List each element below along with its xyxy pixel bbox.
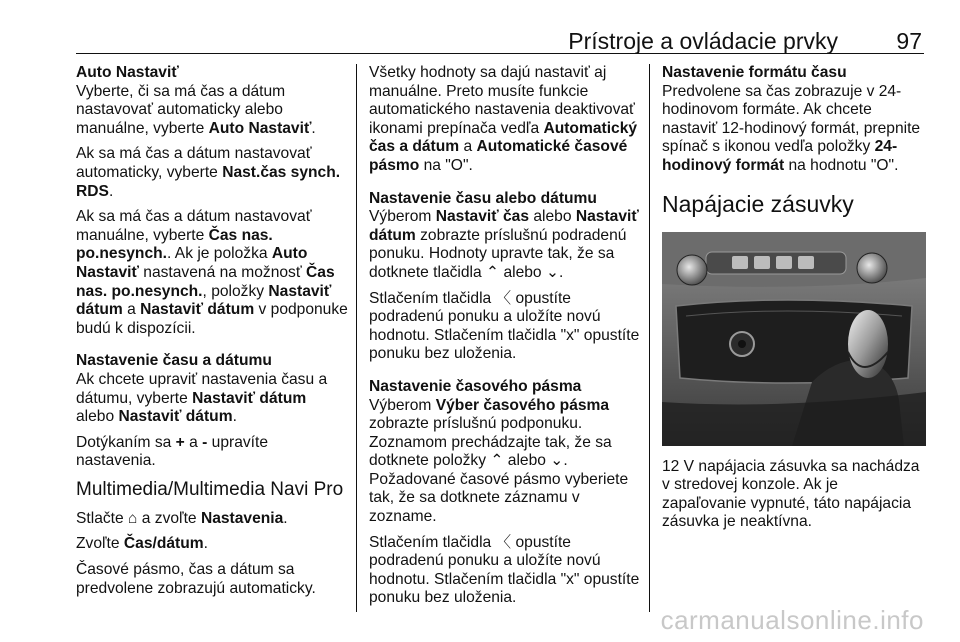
heading-auto-set: Auto Nastaviť	[76, 64, 179, 81]
heading-multimedia: Multimedia/Multimedia Navi Pro	[76, 478, 344, 500]
column-1	[76, 64, 348, 605]
page-header	[76, 22, 924, 54]
paragraph-back-save-2: Stlačením tlačidla 〈 opustíte podradenú ponuku a uložíte novú hodnotu. Stlačením tlačidla "x" opustíte ponuku bez uloženia.	[369, 533, 640, 607]
paragraph-press-home: Stlačte ⌂ a zvoľte Nastavenia.	[76, 509, 288, 527]
paragraph-time-date: Ak chcete upraviť nastavenia času a dátumu, vyberte Nastaviť dátum alebo Nastaviť dátum.	[76, 370, 328, 426]
chevron-down-icon: ⌄	[545, 263, 560, 281]
paragraph-back-save: Stlačením tlačidla 〈 opustíte podradenú ponuku a uložíte novú hodnotu. Stlačením tlačidla "x" opustíte ponuku bez uloženia.	[369, 289, 640, 363]
back-icon: 〈	[495, 533, 512, 551]
page-number: 97	[896, 28, 922, 54]
column-3	[662, 64, 926, 539]
watermark: carmanualsonline.info	[660, 605, 924, 635]
heading-power-outlets: Napájacie zásuvky	[662, 190, 854, 217]
chevron-up-icon: ⌃	[490, 452, 504, 470]
paragraph-auto-set: Vyberte, či sa má čas a dátum nastavovať automaticky alebo manuálne, vyberte Auto Nastaviť.	[76, 82, 316, 137]
chevron-down-icon: ⌄	[550, 452, 564, 470]
paragraph-manual-values: Všetky hodnoty sa dajú nastaviť aj manuálne. Preto musíte funkcie automatického nastavenia deaktivovať ikonami prepínača vedľa Automatický čas a dátum a Automatické časové pásmo na "O".	[369, 64, 638, 174]
heading-time-format: Nastavenie formátu času	[662, 64, 847, 81]
paragraph-plus-minus: Dotýkaním sa + a - upravíte nastavenia.	[76, 433, 269, 470]
header-rule	[76, 53, 924, 54]
paragraph-manual: Ak sa má čas a dátum nastavovať manuálne, vyberte Čas nas. po.nesynch.. Ak je položka Auto Nastaviť nastavená na možnosť Čas nas. po.nesynch., položky Nastaviť dátum a Nastaviť dátum v podponuke budú k dispozícii.	[76, 208, 348, 337]
heading-time-date: Nastavenie času a dátumu	[76, 352, 272, 370]
paragraph-default-auto: Časové pásmo, čas a dátum sa predvolene zobrazujú automaticky.	[76, 561, 316, 597]
heading-timezone: Nastavenie časového pásma	[369, 377, 582, 395]
chevron-up-icon: ⌃	[486, 263, 500, 281]
column-2	[369, 64, 641, 615]
paragraph-select-time-date: Zvoľte Čas/dátum.	[76, 535, 208, 553]
heading-time-or-date: Nastavenie času alebo dátumu	[369, 189, 597, 207]
paragraph-power-outlet: 12 V napájacia zásuvka sa nachádza v stredovej konzole. Ak je zapaľovanie vypnuté, táto napájacia zásuvka je neaktívna.	[662, 457, 920, 531]
paragraph-timezone: Výberom Výber časového pásma zobrazte príslušnú podponuku. Zoznamom prechádzajte tak, že sa dotknete položky ⌃ alebo ⌄. Požadované časové pásmo vyberiete tak, že sa dotknete záznamu v zozname.	[369, 396, 629, 526]
paragraph-time-format: Predvolene sa čas zobrazuje v 24-hodinovom formáte. Ak chcete nastaviť 12-hodinový formát, prepnite spínač s ikonou vedľa položky 24-hodinový formát na hodnotu "O".	[662, 82, 921, 174]
home-icon: ⌂	[128, 509, 138, 527]
paragraph-rds: Ak sa má čas a dátum nastavovať automaticky, vyberte Nast.čas synch. RDS.	[76, 145, 341, 200]
back-icon: 〈	[495, 289, 512, 307]
page-title: Prístroje a ovládacie prvky	[568, 28, 838, 54]
column-divider-2	[649, 64, 650, 612]
paragraph-set-time-date: Výberom Nastaviť čas alebo Nastaviť dátum zobrazte príslušnú podradenú ponuku. Hodnoty upravte tak, že sa dotknete tlačidla ⌃ alebo ⌄.	[369, 208, 639, 281]
column-divider-1	[356, 64, 357, 612]
power-outlet-photo	[662, 232, 926, 446]
